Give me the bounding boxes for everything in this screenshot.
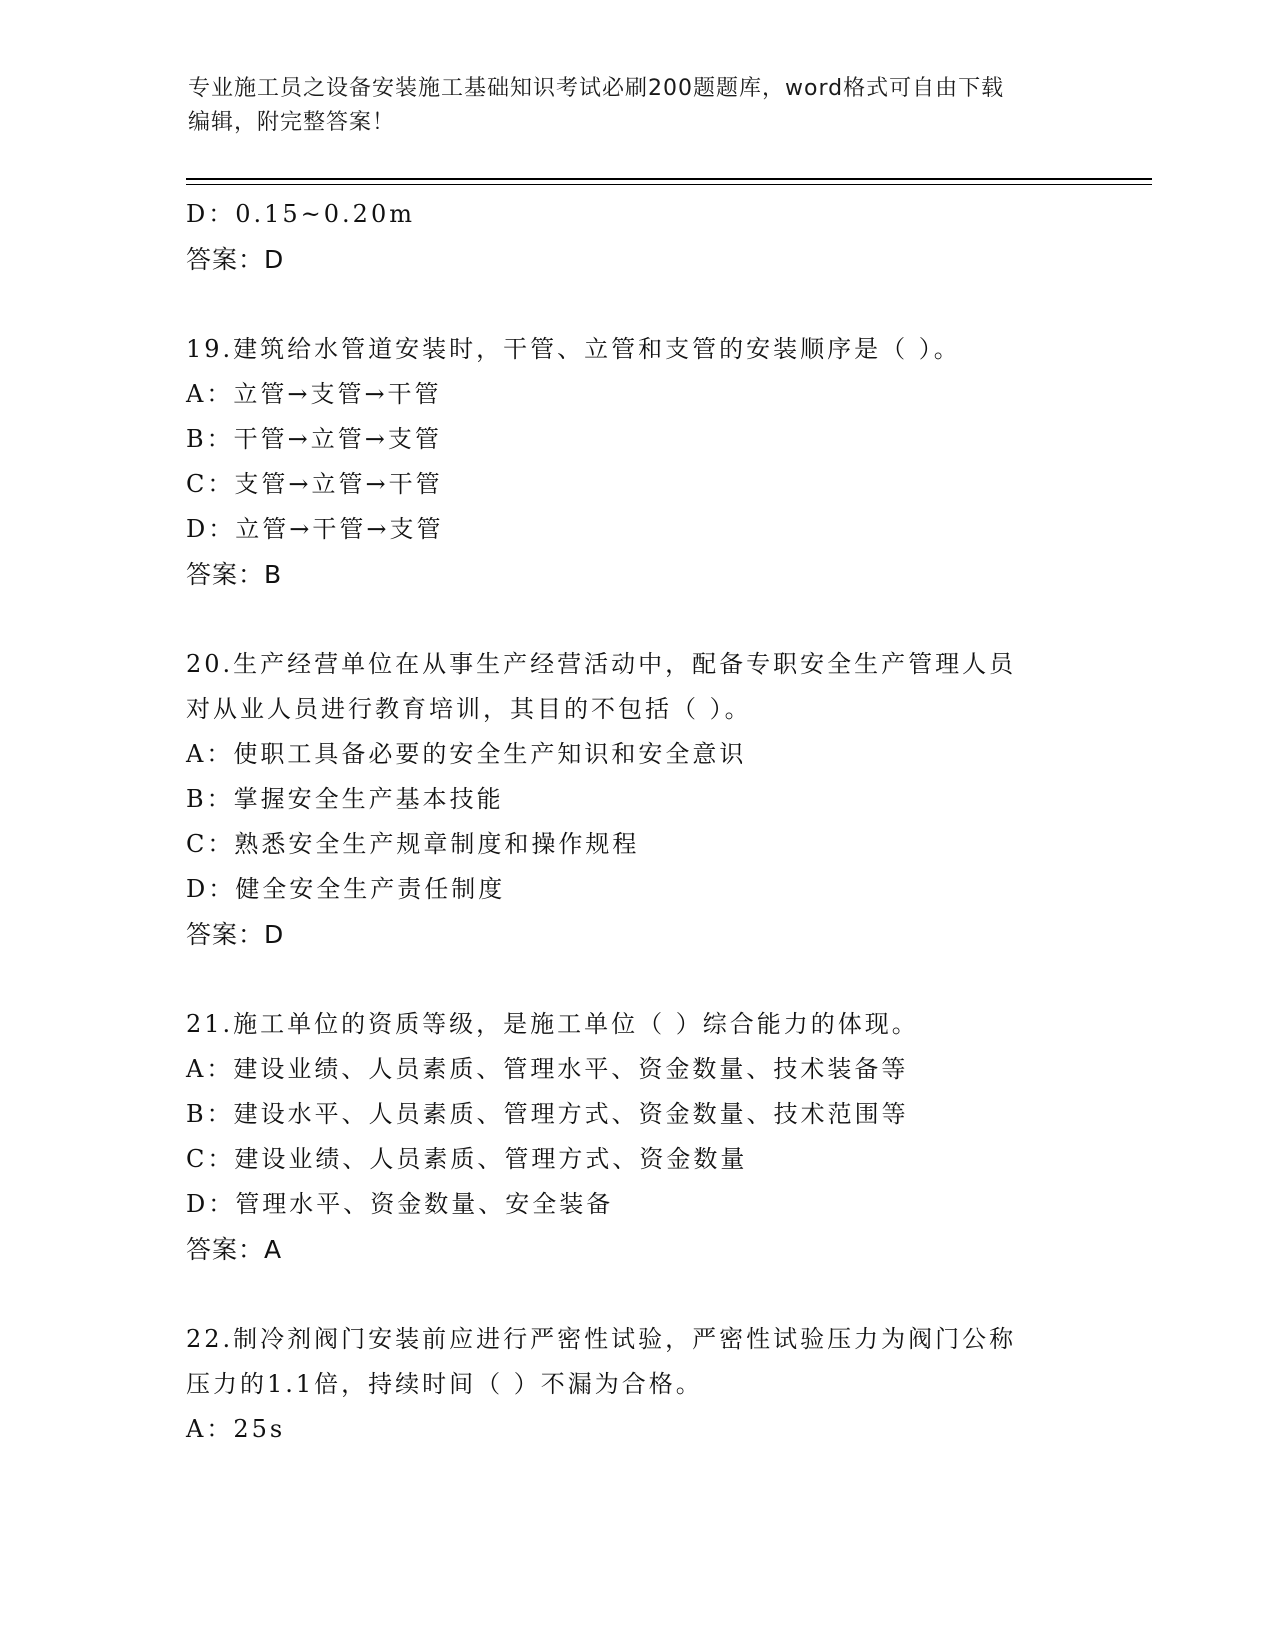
option-c: C：熟悉安全生产规章制度和操作规程 (186, 830, 640, 858)
option-b: B：建设水平、人员素质、管理方式、资金数量、技术范围等 (186, 1100, 909, 1128)
header-divider-thick (186, 178, 1152, 180)
answer: 答案：D (186, 920, 285, 949)
question-19 (186, 327, 1086, 597)
question-text-line-1: 22.制冷剂阀门安装前应进行严密性试验，严密性试验压力为阀门公称 (186, 1325, 1017, 1353)
spacer (186, 282, 1086, 327)
option-b: B：干管→立管→支管 (186, 425, 442, 453)
option-a: A：使职工具备必要的安全生产知识和安全意识 (186, 740, 747, 768)
question-22 (186, 1317, 1086, 1452)
option-c: C：建设业绩、人员素质、管理方式、资金数量 (186, 1145, 748, 1173)
option-a: A：建设业绩、人员素质、管理水平、资金数量、技术装备等 (186, 1055, 909, 1083)
spacer (186, 957, 1086, 1002)
previous-answer: 答案：D (186, 245, 285, 274)
option-b: B：掌握安全生产基本技能 (186, 785, 504, 813)
previous-option-d: D：0.15~0.20m (186, 200, 415, 228)
question-21 (186, 1002, 1086, 1272)
document-header (188, 72, 1068, 140)
option-d: D：管理水平、资金数量、安全装备 (186, 1190, 614, 1218)
header-line-1: 专业施工员之设备安装施工基础知识考试必刷200题题库，word格式可自由下载 (188, 76, 1005, 101)
option-d: D：立管→干管→支管 (186, 515, 444, 543)
question-text: 19.建筑给水管道安装时，干管、立管和支管的安装顺序是（ ）。 (186, 335, 961, 363)
question-20 (186, 642, 1086, 957)
question-text-line-1: 20.生产经营单位在从事生产经营活动中，配备专职安全生产管理人员 (186, 650, 1017, 678)
answer: 答案：A (186, 1235, 283, 1264)
option-d: D：健全安全生产责任制度 (186, 875, 506, 903)
question-text-line-2: 压力的1.1倍，持续时间（ ）不漏为合格。 (186, 1370, 703, 1398)
option-a: A：立管→支管→干管 (186, 380, 442, 408)
question-text: 21.施工单位的资质等级，是施工单位（ ）综合能力的体现。 (186, 1010, 919, 1038)
header-divider-thin (186, 184, 1152, 185)
option-c: C：支管→立管→干管 (186, 470, 443, 498)
answer: 答案：B (186, 560, 283, 589)
question-text-line-2: 对从业人员进行教育培训，其目的不包括（ ）。 (186, 695, 752, 723)
question-list (186, 192, 1086, 1452)
header-line-2: 编辑，附完整答案！ (188, 110, 396, 135)
spacer (186, 597, 1086, 642)
spacer (186, 1272, 1086, 1317)
option-a: A：25s (186, 1415, 286, 1443)
